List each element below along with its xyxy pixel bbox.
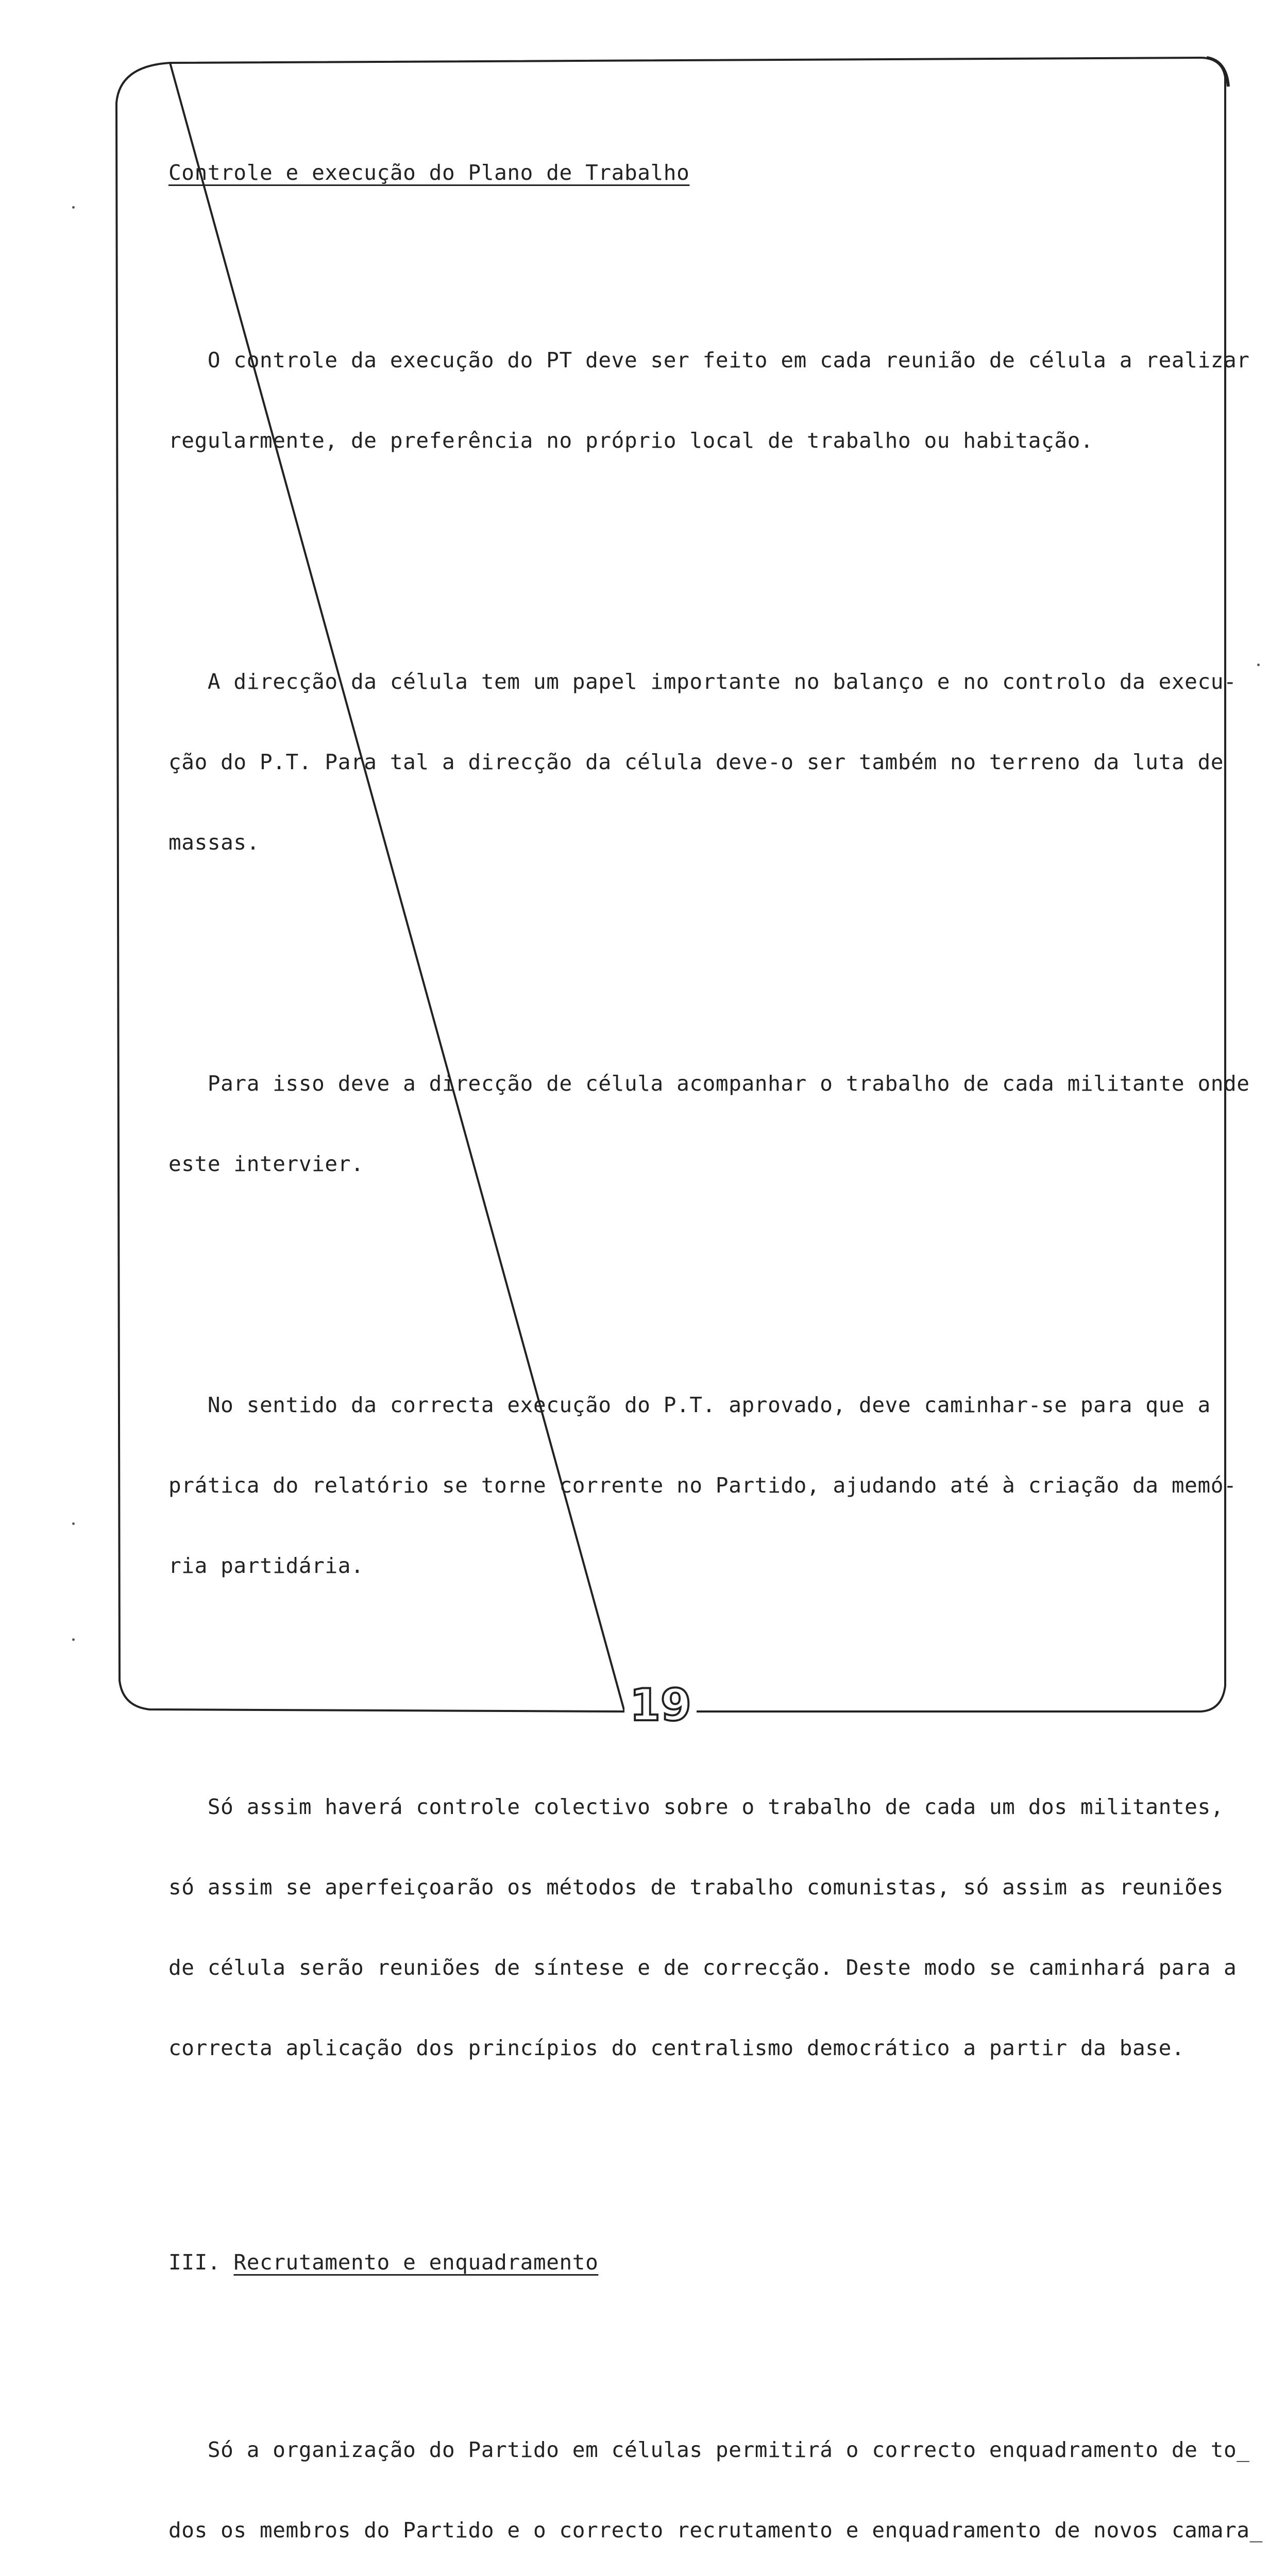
text-line: O controle da execução do PT deve ser feito em cada reunião de célula a realizar xyxy=(168,348,1250,372)
text-line: regularmente, de preferência no próprio local de trabalho ou habitação. xyxy=(168,428,1094,453)
text-line: No sentido da correcta execução do P.T. aprovado, deve caminhar-se para que a xyxy=(168,1393,1211,1417)
text-line: massas. xyxy=(168,830,260,855)
text-line: prática do relatório se torne corrente no Partido, ajudando até à criação da memó- xyxy=(168,1473,1237,1498)
text-line: de célula serão reuniões de síntese e de correcção. Deste modo se caminhará para a xyxy=(168,1955,1237,1980)
paragraph-6 xyxy=(168,2383,1263,2576)
paragraph-4 xyxy=(168,1338,1237,1633)
paragraph-2 xyxy=(168,615,1237,909)
text-line: Só assim haverá controle colectivo sobre o trabalho de cada um dos militantes, xyxy=(168,1794,1224,1819)
section-title: Recrutamento e enquadramento xyxy=(233,2250,599,2275)
text-line: Só a organização do Partido em células permitirá o correcto enquadramento de to_ xyxy=(168,2437,1250,2462)
text-line: A direcção da célula tem um papel importante no balanço e no controlo da execu- xyxy=(168,669,1237,694)
text-line: só assim se aperfeiçoarão os métodos de trabalho comunistas, só assim as reuniões xyxy=(168,1875,1224,1900)
paragraph-3 xyxy=(168,1016,1250,1231)
paragraph-5 xyxy=(168,1740,1237,2115)
document-body xyxy=(168,106,1263,2576)
text-line: correcta aplicação dos princípios do centralismo democrático a partir da base. xyxy=(168,2036,1185,2060)
text-line: dos os membros do Partido e o correcto recrutamento e enquadramento de novos camara_ xyxy=(168,2518,1263,2543)
section-heading-plan-control: Controle e execução do Plano de Trabalho xyxy=(168,160,690,185)
text-line: este intervier. xyxy=(168,1151,364,1176)
section-number: III. xyxy=(168,2250,234,2275)
text-line: Para isso deve a direcção de célula acompanhar o trabalho de cada militante onde xyxy=(168,1071,1250,1096)
section-heading-recruitment xyxy=(168,2249,1204,2276)
text-line: ção do P.T. Para tal a direcção da célula deve-o ser também no terreno da luta de xyxy=(168,750,1224,774)
page-number: 19 xyxy=(624,1681,697,1730)
paragraph-1 xyxy=(168,293,1250,507)
text-line: ria partidária. xyxy=(168,1553,364,1578)
